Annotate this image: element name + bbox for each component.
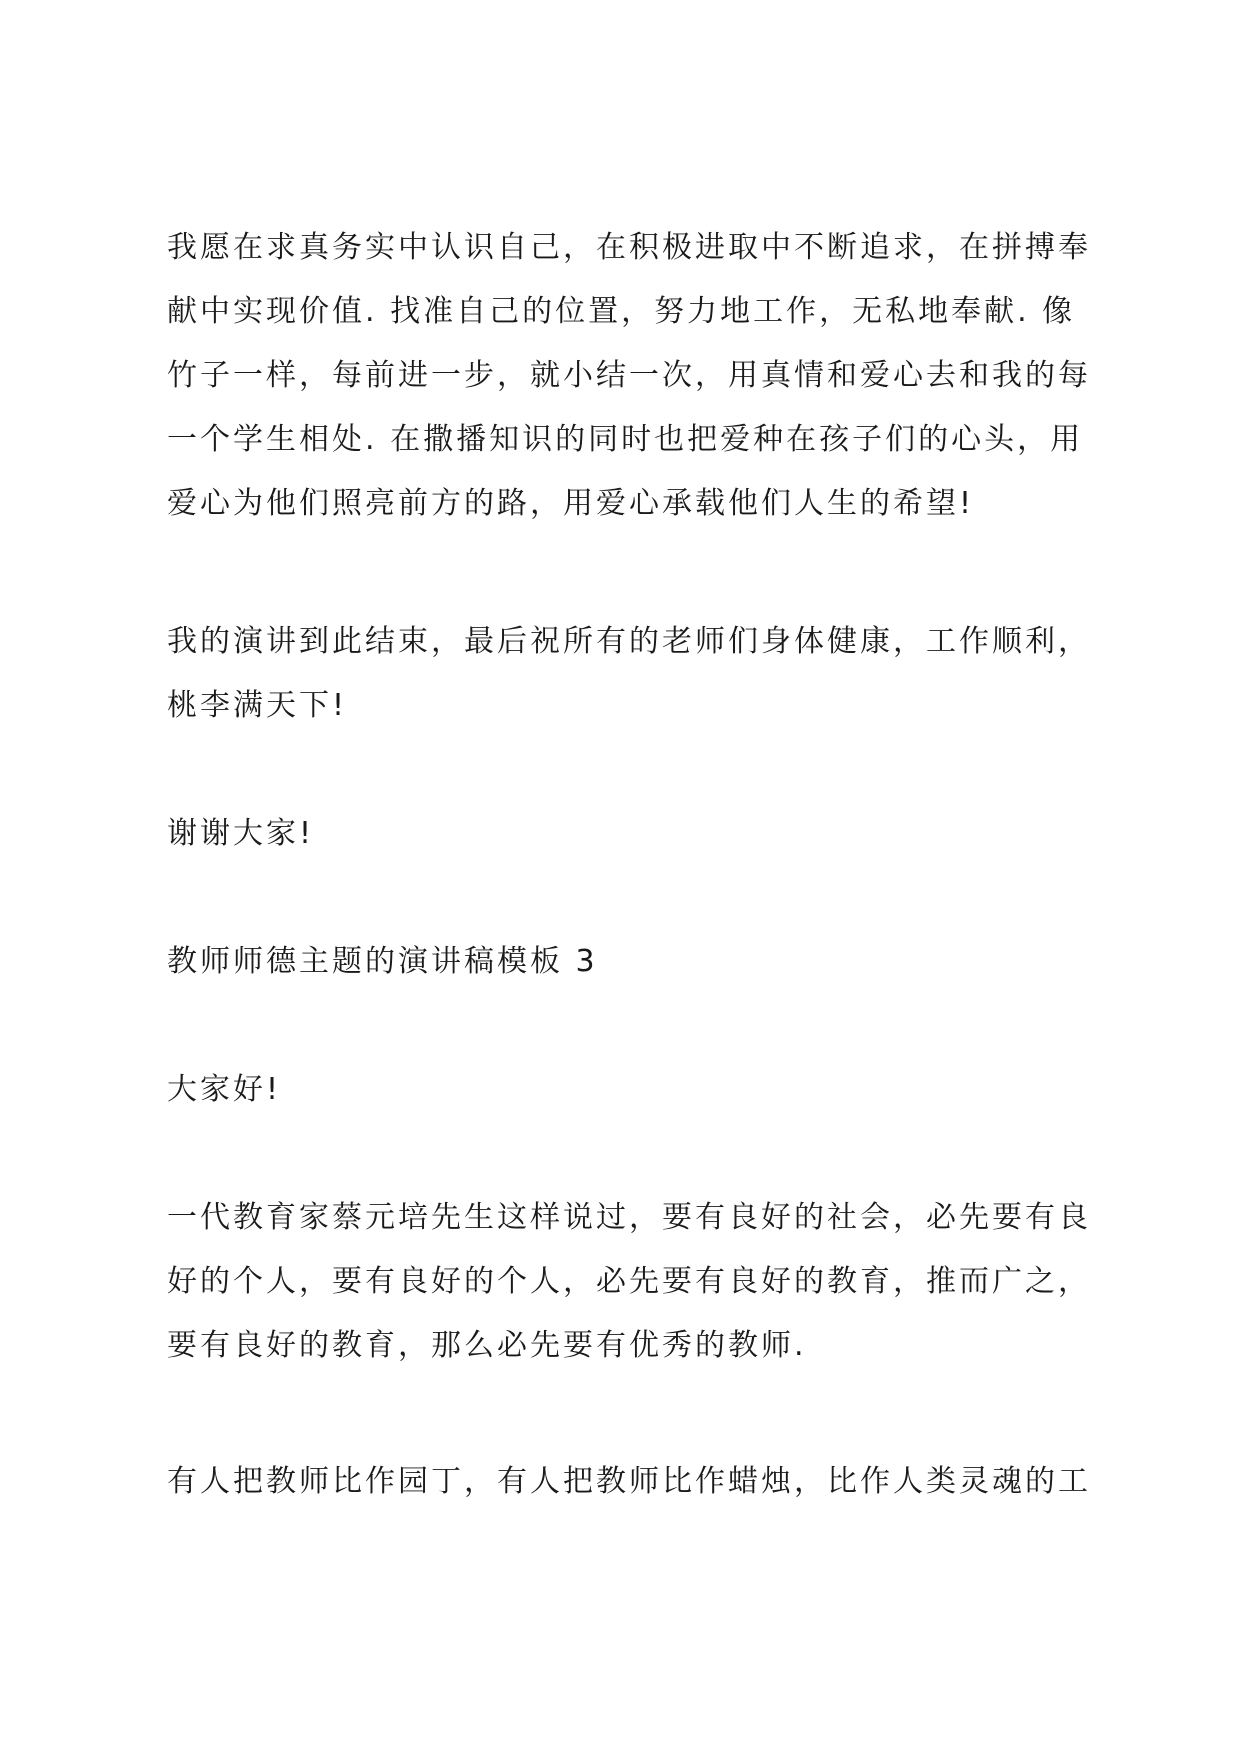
section-heading — [167, 930, 1087, 994]
paragraph-closing — [167, 610, 1091, 738]
paragraph-metaphor — [167, 1450, 1091, 1514]
paragraph-quote — [167, 1186, 1091, 1378]
text-line: 好的个人，要有良好的个人，必先要有良好的教育，推而广之， — [167, 1264, 1091, 1299]
text-line: 爱心为他们照亮前方的路，用爱心承载他们人生的希望! — [167, 486, 975, 521]
text-line: 有人把教师比作园丁，有人把教师比作蜡烛，比作人类灵魂的工 — [167, 1464, 1091, 1499]
paragraph-commitment — [167, 216, 1091, 536]
text-line: 要有良好的教育，那么必先要有优秀的教师. — [167, 1328, 807, 1363]
paragraph-greeting — [167, 1058, 1087, 1122]
text-line: 我愿在求真务实中认识自己，在积极进取中不断追求，在拼搏奉 — [167, 230, 1091, 265]
text-line: 我的演讲到此结束，最后祝所有的老师们身体健康，工作顺利， — [167, 624, 1091, 659]
paragraph-thanks — [167, 802, 1087, 866]
text-line: 一个学生相处. 在撒播知识的同时也把爱种在孩子们的心头，用 — [167, 422, 1084, 457]
text-line: 桃李满天下! — [167, 688, 348, 723]
text-line: 献中实现价值. 找准自己的位置，努力地工作，无私地奉献. 像 — [167, 294, 1076, 329]
text-line: 竹子一样，每前进一步，就小结一次，用真情和爱心去和我的每 — [167, 358, 1091, 393]
text-line: 一代教育家蔡元培先生这样说过，要有良好的社会，必先要有良 — [167, 1200, 1091, 1235]
heading-text: 教师师德主题的演讲稿模板 3 — [167, 944, 598, 979]
text-line: 谢谢大家! — [167, 816, 315, 851]
text-line: 大家好! — [167, 1072, 282, 1107]
